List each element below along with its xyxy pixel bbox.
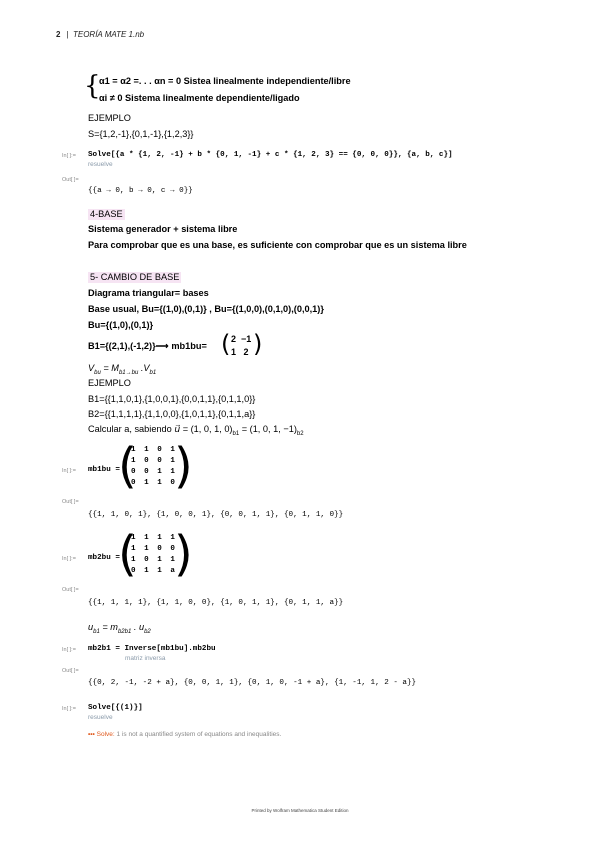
error-text: 1 is not a quantified system of equations and inequalities.	[116, 731, 282, 738]
out-label: Out[ ]=	[62, 587, 79, 593]
mb1bu-right-paren: )	[174, 438, 193, 494]
mb2bu-row: 1 1 0 0	[131, 545, 177, 553]
cambio-line2: Base usual, Bu={(1,0),(0,1)} , Bu={(1,0,0),(0,1,0),(0,0,1)}	[88, 304, 324, 314]
solve1-hint: resuelve	[88, 161, 113, 168]
mb1bu-left-paren: (	[118, 438, 137, 494]
base-line2: Para comprobar que es una base, es suficiente con comprobar que es un sistema libre	[88, 240, 467, 250]
mb2b1-hint: matriz inversa	[125, 655, 166, 662]
page-number: 2	[56, 30, 61, 39]
page-footer: Printed by Wolfram Mathematica Student Edition	[251, 808, 349, 813]
matrix-row-bottom: 1 2	[231, 347, 249, 357]
matrix-row-top: 2 −1	[231, 334, 252, 344]
mb2bu-row: 1 1 1 1	[131, 534, 177, 542]
in-label: In[ ]:=	[62, 468, 76, 474]
matrix-right-paren: )	[253, 330, 263, 358]
mb2bu-output: {{1, 1, 1, 1}, {1, 1, 0, 0}, {1, 0, 1, 1}, {0, 1, 1, a}}	[88, 599, 344, 607]
solve2-hint: resuelve	[88, 714, 113, 721]
solve1-output: {{a → 0, b → 0, c → 0}}	[88, 187, 193, 195]
solve2-input[interactable]: Solve[{(1)}]	[88, 704, 143, 712]
in-label: In[ ]:=	[62, 706, 76, 712]
formula-ub1: $u_{b1} = m_{b2b1}$ . $u_{b2}$	[88, 622, 151, 635]
mb2bu-right-paren: )	[174, 526, 193, 582]
mb1bu-row: 1 0 0 1	[131, 457, 177, 465]
solve1-input[interactable]: Solve[{a * {1, 2, -1} + b * {0, 1, -1} + c * {1, 2, 3} == {0, 0, 0}}, {a, b, c}]	[88, 151, 453, 159]
error-badge-icon[interactable]: •••	[88, 731, 95, 738]
in-label: In[ ]:=	[62, 556, 76, 562]
mb2bu-row: 0 1 1 a	[131, 567, 177, 575]
independence-line2: αi ≠ 0 Sistema linealmente dependiente/ligado	[99, 93, 300, 103]
out-label: Out[ ]=	[62, 177, 79, 183]
independence-line1: α1 = α2 =. . . αn = 0 Sistea linealmente independiente/libre	[99, 76, 351, 86]
cambio-line4	[88, 341, 207, 352]
section-cambio: 5- CAMBIO DE BASE	[90, 272, 180, 282]
example-heading-2: EJEMPLO	[88, 378, 131, 388]
example-heading-1: EJEMPLO	[88, 113, 131, 123]
cambio-line1: Diagrama triangular= bases	[88, 288, 209, 298]
error-message	[88, 731, 281, 738]
b1-set: B1={{1,1,0,1},{1,0,0,1},{0,0,1,1},{0,1,1,0}}	[88, 394, 256, 404]
header-separator: |	[66, 30, 69, 39]
page-header	[56, 30, 144, 39]
brace: {	[84, 71, 101, 101]
out-label: Out[ ]=	[62, 668, 79, 674]
in-label: In[ ]:=	[62, 647, 76, 653]
base-line1: Sistema generador + sistema libre	[88, 224, 238, 234]
cambio-line4-prefix: B1={(2,1),(-1,2)}⟶ mb1bu=	[88, 341, 207, 351]
mb2bu-name[interactable]: mb2bu =	[88, 554, 120, 562]
formula-vbu: $V_{bu} = M_{b1\to bu}$ $.V_{b1}$	[88, 363, 157, 376]
cambio-line3: Bu={(1,0),(0,1)}	[88, 320, 154, 330]
section-base: 4-BASE	[90, 209, 123, 219]
mb1bu-row: 1 1 0 1	[131, 446, 177, 454]
example-set: S={1,2,-1},{0,1,-1},{1,2,3}}	[88, 129, 194, 139]
mb1bu-name[interactable]: mb1bu =	[88, 466, 120, 474]
in-label: In[ ]:=	[62, 153, 76, 159]
mb2bu-left-paren: (	[118, 526, 137, 582]
out-label: Out[ ]=	[62, 499, 79, 505]
mb2b1-input[interactable]: mb2b1 = Inverse[mb1bu].mb2bu	[88, 645, 216, 653]
mb2b1-output: {{0, 2, -1, -2 + a}, {0, 0, 1, 1}, {0, 1, 0, -1 + a}, {1, -1, 1, 2 - a}}	[88, 679, 417, 687]
error-word: Solve:	[96, 731, 115, 738]
mb1bu-output: {{1, 1, 0, 1}, {1, 0, 0, 1}, {0, 0, 1, 1}, {0, 1, 1, 0}}	[88, 511, 344, 519]
matrix-left-paren: (	[221, 330, 231, 358]
mb1bu-row: 0 0 1 1	[131, 468, 177, 476]
mb1bu-row: 0 1 1 0	[131, 479, 177, 487]
calc-line: Calcular a, sabiendo u⃗ = (1, 0, 1, $0)_{b1} = (1$, 0, 1, $-1)_{b2}$	[88, 424, 304, 437]
notebook-title: TEORÍA MATE 1.nb	[72, 30, 145, 39]
b2-set: B2={{1,1,1,1},{1,1,0,0},{1,0,1,1},{0,1,1,a}}	[88, 409, 256, 419]
mb2bu-row: 1 0 1 1	[131, 556, 177, 564]
